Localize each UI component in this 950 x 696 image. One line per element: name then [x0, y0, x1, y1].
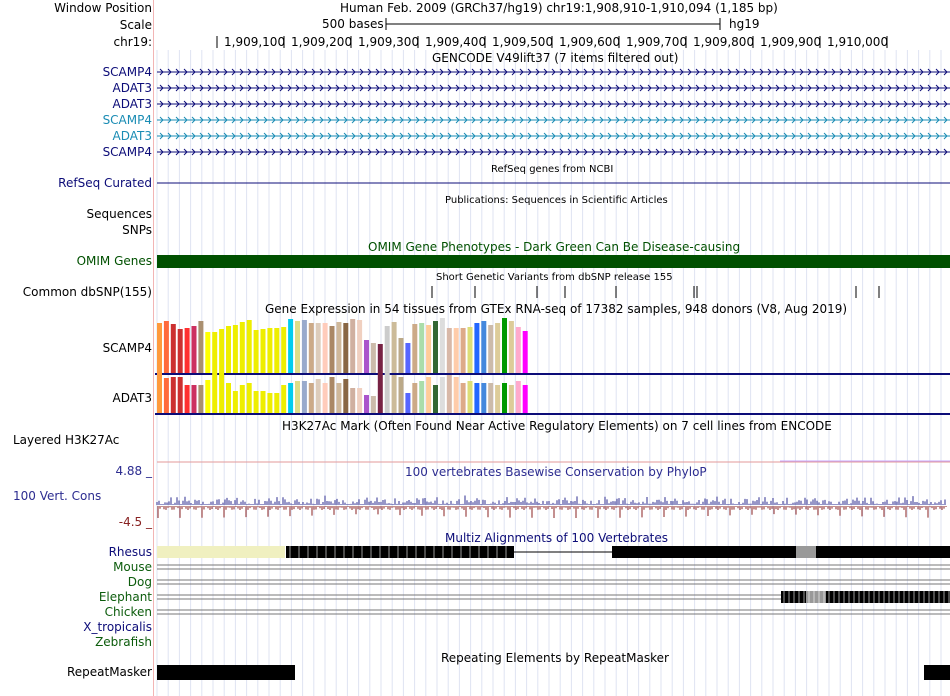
- gtex-scamp4-bar: [240, 322, 245, 373]
- gtex-adat3-bar: [274, 393, 279, 413]
- gtex-adat3-bar: [267, 393, 272, 413]
- gtex-scamp4-bar: [405, 343, 410, 373]
- gtex-adat3-bar: [205, 380, 210, 413]
- rhesus-aligned-block: [286, 546, 514, 558]
- gtex-adat3-bar: [378, 373, 383, 413]
- gtex-adat3-bar: [426, 377, 431, 413]
- rhesus-aligned-block: [816, 546, 950, 558]
- cons-negative-signal: [158, 506, 946, 518]
- gtex-scamp4-bar: [185, 328, 190, 373]
- gtex-adat3-bar: [364, 395, 369, 413]
- gtex-adat3-bar: [405, 393, 410, 413]
- scale-label: Scale: [119, 18, 152, 32]
- ruler-tick-label: 1,909,700: [626, 35, 688, 49]
- gtex-adat3-bar: [385, 373, 390, 413]
- gtex-adat3-bar: [309, 383, 314, 413]
- gtex-adat3-bar: [171, 377, 176, 413]
- gtex-scamp4-bar: [461, 328, 466, 373]
- gtex-scamp4-bar: [178, 329, 183, 373]
- pubs-track-title: Publications: Sequences in Scientific Articles: [445, 195, 668, 206]
- gtex-adat3-bar: [412, 383, 417, 413]
- gtex-scamp4-bar: [357, 320, 362, 373]
- chrom-label: chr19:: [113, 35, 152, 49]
- omim-gene-bar: [157, 255, 950, 268]
- cons-min-label: -4.5 _: [118, 515, 152, 529]
- gtex-scamp4-bar: [454, 328, 459, 373]
- gtex-scamp4-bar: [205, 332, 210, 373]
- gtex-scamp4-bar: [495, 323, 500, 373]
- gtex-scamp4-bar: [212, 332, 217, 373]
- gtex-adat3-bar: [440, 377, 445, 413]
- repeat-track-label[interactable]: RepeatMasker: [66, 665, 152, 679]
- gtex-scamp4-bar: [164, 321, 169, 373]
- gtex-scamp4-bar: [309, 323, 314, 373]
- gtex-adat3-bar: [488, 383, 493, 413]
- gtex-adat3-bar: [281, 385, 286, 413]
- gtex-scamp4-bar: [364, 340, 369, 373]
- multiz-species-label[interactable]: Dog: [127, 575, 152, 589]
- gtex-scamp4-bar: [192, 326, 197, 373]
- ruler-tick-label: 1,909,800: [693, 35, 755, 49]
- scale-db-label: hg19: [729, 17, 760, 31]
- ruler-tick-label: 1,909,100: [224, 35, 286, 49]
- cons-positive-signal: [157, 496, 945, 506]
- gtex-adat3-bar: [350, 388, 355, 413]
- gtex-adat3-bar: [447, 375, 452, 413]
- h3k27ac-track-title: H3K27Ac Mark (Often Found Near Active Regulatory Elements) on 7 cell lines from ENCODE: [282, 419, 832, 433]
- ruler-tick-label: 1,909,200: [291, 35, 353, 49]
- ruler-tick-label: 1,909,500: [492, 35, 554, 49]
- pubs-sequences-label[interactable]: Sequences: [86, 207, 152, 221]
- gtex-adat3-bar: [219, 373, 224, 413]
- refseq-track-label[interactable]: RefSeq Curated: [58, 176, 152, 190]
- gtex-scamp4-bar: [316, 323, 321, 373]
- ruler-tick-label: 1,909,600: [559, 35, 621, 49]
- gtex-adat3-bar: [233, 391, 238, 413]
- gtex-scamp4-bar: [392, 322, 397, 373]
- multiz-track-title: Multiz Alignments of 100 Vertebrates: [445, 531, 669, 545]
- gtex-scamp4-bar: [440, 318, 445, 373]
- gtex-adat3-bar: [419, 381, 424, 413]
- gtex-scamp4-bar: [302, 320, 307, 373]
- gtex-scamp4-bar: [295, 321, 300, 373]
- multiz-species-label[interactable]: Mouse: [113, 560, 152, 574]
- gtex-scamp4-bar: [171, 324, 176, 373]
- gtex-scamp4-bar: [288, 319, 293, 373]
- gtex-scamp4-bar: [468, 327, 473, 373]
- gtex-scamp4-bar: [516, 327, 521, 373]
- gtex-scamp4-bar: [378, 344, 383, 373]
- gencode-gene-label[interactable]: SCAMP4: [102, 113, 152, 127]
- gtex-scamp4-bar: [399, 338, 404, 373]
- gtex-adat3-bar: [392, 375, 397, 413]
- rhesus-aligned-block: [612, 546, 796, 558]
- gtex-scamp4-bar: [412, 324, 417, 373]
- gtex-adat3-bar: [261, 391, 266, 413]
- gtex-scamp4-bar: [219, 329, 224, 373]
- gencode-gene-label[interactable]: ADAT3: [112, 81, 152, 95]
- refseq-track-title: RefSeq genes from NCBI: [491, 164, 614, 175]
- gtex-scamp4-bar: [433, 321, 438, 373]
- gtex-adat3-bar: [212, 373, 217, 413]
- gtex-adat3-bar: [198, 385, 203, 413]
- gtex-scamp4-bar: [336, 322, 341, 373]
- h3k27ac-track-label[interactable]: Layered H3K27Ac: [13, 433, 120, 447]
- gencode-track-title: GENCODE V49lift37 (7 items filtered out): [432, 51, 679, 65]
- gtex-scamp4-bar: [330, 326, 335, 373]
- cons-track-title: 100 vertebrates Basewise Conservation by PhyloP: [405, 465, 707, 479]
- gtex-scamp4-bar: [447, 328, 452, 373]
- gtex-adat3-bar: [336, 383, 341, 413]
- multiz-species-label[interactable]: X_tropicalis: [83, 620, 152, 634]
- gtex-adat3-bar: [461, 383, 466, 413]
- repeat-element: [157, 665, 295, 680]
- gtex-adat3-bar: [481, 383, 486, 413]
- gtex-adat3-bar: [192, 385, 197, 413]
- gtex-scamp4-bar: [254, 330, 259, 373]
- gtex-adat3-bar: [454, 377, 459, 413]
- gtex-adat3-bar: [157, 373, 162, 413]
- gtex-scamp4-bar: [343, 323, 348, 373]
- omim-track-label[interactable]: OMIM Genes: [76, 254, 152, 268]
- gtex-adat3-bar: [474, 383, 479, 413]
- gtex-scamp4-bar: [261, 329, 266, 373]
- gtex-adat3-bar: [316, 379, 321, 413]
- gtex-scamp4-bar: [502, 318, 507, 373]
- gtex-scamp4-bar: [157, 323, 162, 373]
- multiz-species-label[interactable]: Elephant: [98, 590, 152, 604]
- gtex-adat3-bar: [295, 381, 300, 413]
- gtex-adat3-bar: [357, 388, 362, 413]
- gtex-scamp4-bar: [267, 328, 272, 373]
- gtex-adat3-bar: [247, 383, 252, 413]
- gtex-scamp4-bar: [488, 325, 493, 373]
- gtex-scamp4-bar: [481, 321, 486, 373]
- assembly-position-text: Human Feb. 2009 (GRCh37/hg19) chr19:1,908,910-1,910,094 (1,185 bp): [340, 1, 778, 15]
- gtex-scamp4-bar: [323, 323, 328, 373]
- gtex-scamp4-bar: [247, 320, 252, 373]
- gtex-adat3-bar: [502, 383, 507, 413]
- gtex-adat3-bar: [523, 385, 528, 413]
- gtex-scamp4-bar: [509, 321, 514, 373]
- gtex-adat3-bar: [226, 383, 231, 413]
- multiz-species-label[interactable]: Rhesus: [108, 545, 152, 559]
- gtex-gene-adat3-label[interactable]: ADAT3: [112, 391, 152, 405]
- gtex-adat3-bar: [330, 377, 335, 413]
- gencode-gene-label[interactable]: ADAT3: [112, 129, 152, 143]
- gtex-adat3-bar: [433, 385, 438, 413]
- gtex-adat3-bar: [302, 381, 307, 413]
- gtex-adat3-bar: [288, 383, 293, 413]
- cons-track-label[interactable]: 100 Vert. Cons: [13, 489, 102, 503]
- omim-track-title: OMIM Gene Phenotypes - Dark Green Can Be Disease-causing: [368, 240, 741, 254]
- gtex-adat3-bar: [178, 377, 183, 413]
- pubs-snps-label[interactable]: SNPs: [122, 223, 152, 237]
- ruler-tick-label: 1,909,900: [760, 35, 822, 49]
- gtex-adat3-bar: [323, 383, 328, 413]
- ruler-tick-label: 1,910,000: [827, 35, 889, 49]
- ruler-tick-label: 1,909,400: [425, 35, 487, 49]
- gtex-scamp4-bar: [226, 326, 231, 373]
- ruler-tick-label: 1,909,300: [358, 35, 420, 49]
- repeat-track-title: Repeating Elements by RepeatMasker: [441, 651, 669, 665]
- dbsnp-track-title: Short Genetic Variants from dbSNP release 155: [436, 272, 673, 283]
- gtex-adat3-bar: [495, 385, 500, 413]
- gtex-scamp4-bar: [371, 343, 376, 373]
- gtex-track-title: Gene Expression in 54 tissues from GTEx RNA-seq of 17382 samples, 948 donors (V8, Aug 2019): [265, 302, 848, 316]
- rhesus-unaligned: [157, 546, 285, 558]
- gtex-adat3-bar: [516, 381, 521, 413]
- gtex-adat3-bar: [509, 385, 514, 413]
- multiz-species-label[interactable]: Chicken: [104, 605, 152, 619]
- gtex-adat3-bar: [468, 381, 473, 413]
- gtex-adat3-bar: [343, 379, 348, 413]
- multiz-species-label[interactable]: Zebrafish: [95, 635, 152, 649]
- gtex-scamp4-bar: [474, 323, 479, 373]
- scale-bar-label: 500 bases: [322, 17, 384, 31]
- gencode-gene-label[interactable]: ADAT3: [112, 97, 152, 111]
- gtex-adat3-bar: [399, 377, 404, 413]
- gtex-gene-scamp4-label[interactable]: SCAMP4: [102, 341, 152, 355]
- gtex-scamp4-bar: [419, 323, 424, 373]
- repeat-element: [924, 665, 950, 680]
- gtex-scamp4-bar: [233, 325, 238, 373]
- dbsnp-track-label[interactable]: Common dbSNP(155): [22, 285, 152, 299]
- gtex-adat3-bar: [254, 391, 259, 413]
- gtex-scamp4-bar: [198, 321, 203, 373]
- gtex-scamp4-bar: [385, 326, 390, 373]
- gtex-adat3-bar: [240, 385, 245, 413]
- window-position-label: Window Position: [54, 1, 152, 15]
- gtex-adat3-bar: [164, 378, 169, 413]
- gencode-gene-label[interactable]: SCAMP4: [102, 145, 152, 159]
- gtex-adat3-bar: [371, 396, 376, 413]
- gtex-scamp4-bar: [350, 319, 355, 373]
- gtex-scamp4-bar: [523, 331, 528, 373]
- gtex-adat3-bar: [185, 385, 190, 413]
- gtex-scamp4-bar: [426, 325, 431, 373]
- gencode-gene-label[interactable]: SCAMP4: [102, 65, 152, 79]
- rhesus-aligned-block: [796, 546, 816, 558]
- gtex-scamp4-bar: [281, 327, 286, 373]
- cons-max-label: 4.88 _: [115, 464, 152, 478]
- gtex-scamp4-bar: [274, 328, 279, 373]
